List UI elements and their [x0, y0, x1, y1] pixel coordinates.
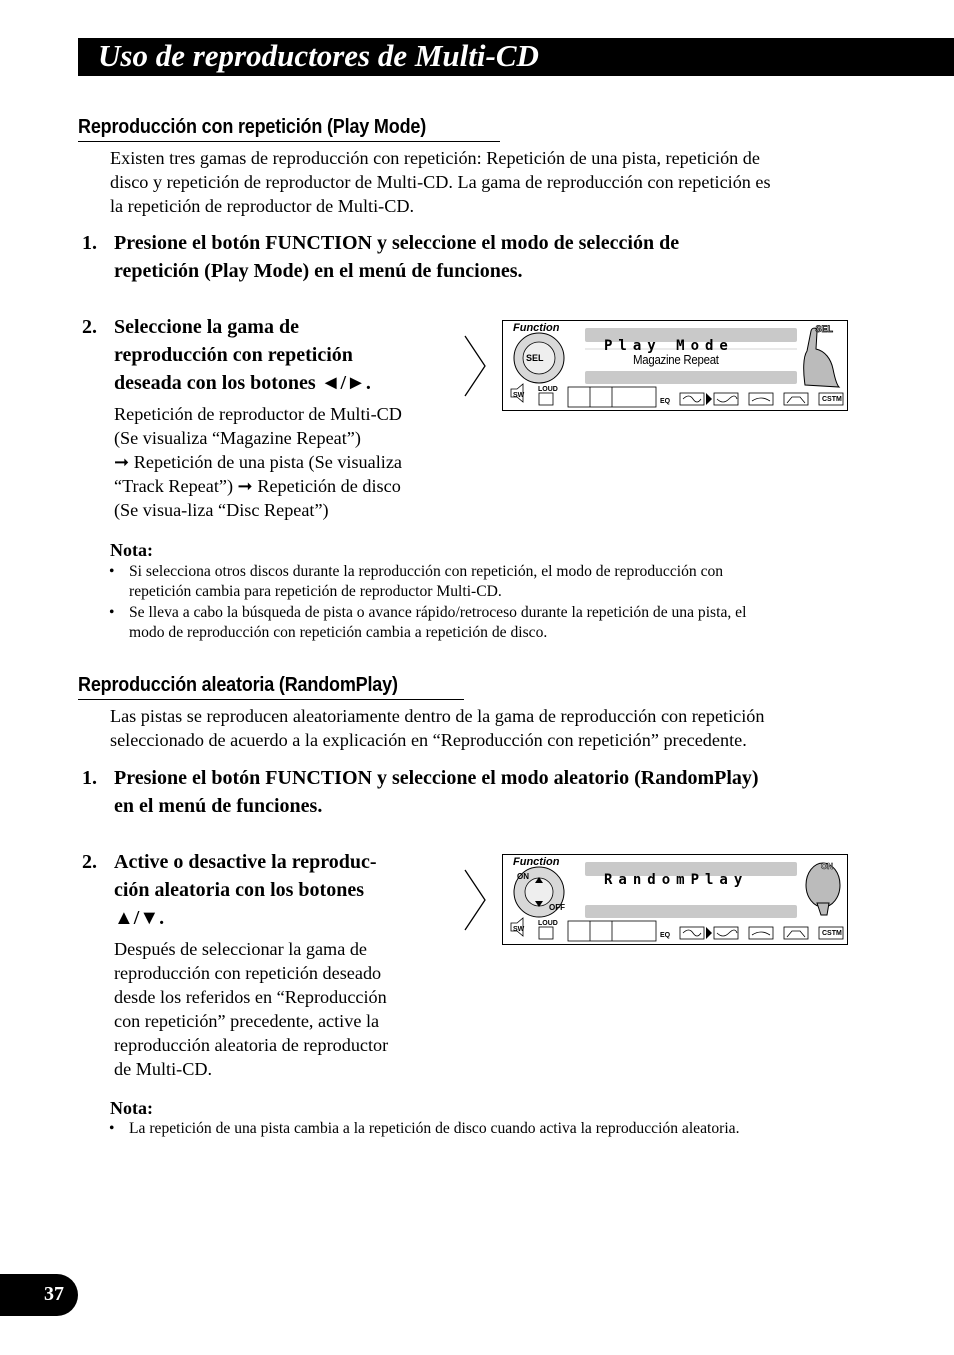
lcd-sub-text: Magazine Repeat — [633, 352, 719, 367]
nota-label: Nota: — [110, 1098, 153, 1118]
lcd-function-label: Function — [513, 322, 560, 334]
section-title-random-play: Reproducción aleatoria (RandomPlay) — [78, 674, 398, 696]
knob-off-label: OFF — [549, 903, 565, 912]
lcd-function-label: Function — [513, 856, 560, 868]
page-title: Uso de reproductores de Multi-CD — [98, 38, 539, 73]
lcd-display-random-play — [502, 854, 848, 945]
loud-label: LOUD — [538, 386, 558, 393]
chevron-right-icon — [462, 334, 488, 398]
chevron-right-icon — [462, 868, 488, 932]
lcd-sel-label: SEL — [815, 324, 833, 334]
sw-label: SW — [513, 392, 525, 399]
eq-label: EQ — [660, 932, 671, 939]
on-indicator-label: ON — [821, 862, 833, 871]
lcd-display-play-mode — [502, 320, 848, 411]
section-title-play-mode: Reproducción con repetición (Play Mode) — [78, 116, 427, 138]
page-number: 37 — [44, 1283, 64, 1305]
header-bar — [78, 38, 954, 76]
knob-on-label: ON — [517, 872, 529, 881]
section-rule — [78, 141, 500, 142]
section-rule — [78, 699, 464, 700]
step-number: 2. — [82, 316, 97, 338]
cstm-label: CSTM — [822, 930, 842, 937]
page-number-tab — [0, 1274, 78, 1316]
nota-label: Nota: — [110, 540, 153, 560]
knob-sel-label: SEL — [526, 353, 544, 363]
eq-label: EQ — [660, 398, 671, 405]
step-number: 1. — [82, 767, 97, 789]
lcd-main-text: Play Mode — [604, 338, 734, 354]
cstm-label: CSTM — [822, 396, 842, 403]
step-number: 1. — [82, 232, 97, 254]
sw-label: SW — [513, 926, 525, 933]
step-number: 2. — [82, 851, 97, 873]
lcd-main-text: RandomPlay — [604, 872, 749, 888]
loud-label: LOUD — [538, 920, 558, 927]
